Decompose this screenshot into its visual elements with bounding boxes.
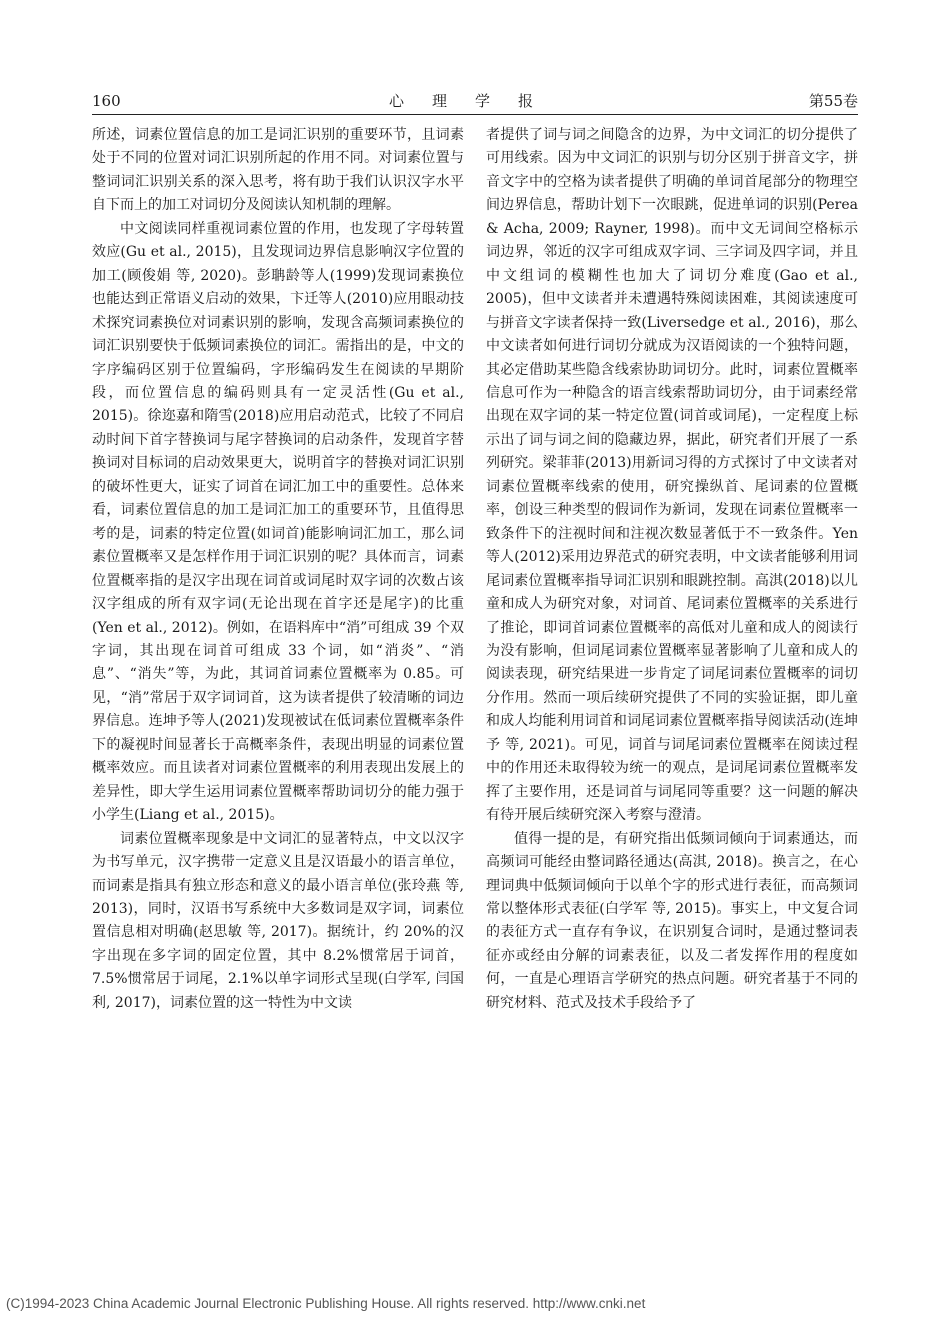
running-header	[92, 90, 858, 112]
left-column	[92, 124, 464, 1015]
journal-title: 心理学报	[388, 92, 561, 110]
copyright-footer: (C)1994-2023 China Academic Journal Electronic Publishing House. All rights reserved. http://www.cnki.net	[6, 1296, 646, 1311]
paragraph: 中文阅读同样重视词素位置的作用，也发现了字母转置效应(Gu et al., 2015)，且发现词边界信息影响汉字位置的加工(顾俊娟 等, 2020)。彭聃龄等人(1999)发现词素换位也能达到正常语义启动的效果，卞迁等人(2010)应用眼动技术探究词素换位对词素识别的影响，发现含高频词素换位的词汇识别要快于低频词素换位的词汇。需指出的是，中文的字序编码区别于位置编码，字形编码发生在阅读的早期阶段，而位置信息的编码则具有一定灵活性(Gu et al., 2015)。徐迩嘉和隋雪(2018)应用启动范式，比较了不同启动时间下首字替换词与尾字替换词的启动条件，发现首字替换词对目标词的启动效果更大，说明首字的替换对词汇识别的破坏性更大，证实了词首在词汇加工中的重要性。总体来看，词素位置信息的加工是词汇加工的重要环节，且值得思考的是，词素的特定位置(如词首)能影响词汇加工，那么词素位置概率又是怎样作用于词汇识别的呢？具体而言，词素位置概率指的是汉字出现在词首或词尾时双字词的次数占该汉字组成的所有双字词(无论出现在首字还是尾字)的比重(Yen et al., 2012)。例如，在语料库中“消”可组成 39 个双字词，其出现在词首可组成 33 个词，如“消炎”、“消息”、“消失”等，为此，其词首词素位置概率为 0.85。可见，“消”常居于双字词词首，这为读者提供了较清晰的词边界信息。连坤予等人(2021)发现被试在低词素位置概率条件下的凝视时间显著长于高概率条件，表现出明显的词素位置概率效应。而且读者对词素位置概率的利用表现出发展上的差异性，即大学生运用词素位置概率帮助词切分的能力强于小学生(Liang et al., 2015)。	[92, 220, 464, 824]
paragraph: 词素位置概率现象是中文词汇的显著特点，中文以汉字为书写单元，汉字携带一定意义且是汉语最小的语言单位，而词素是指具有独立形态和意义的最小语言单位(张玲燕 等, 2013)，同时，汉语书写系统中大多数词是双字词，词素位置信息相对明确(赵思敏 等, 2017)。据统计，约 20%的汉字出现在多字词的固定位置，其中 8.2%惯常居于词首，7.5%惯常居于词尾，2.1%以单字词形式呈现(白学军, 闫国利, 2017)，词素位置的这一特性为中文读	[92, 830, 464, 1011]
paragraph: 者提供了词与词之间隐含的边界，为中文词汇的切分提供了可用线索。因为中文词汇的识别与切分区别于拼音文字，拼音文字中的空格为读者提供了明确的单词首尾部分的物理空间边界信息，帮助计划下一次眼跳，促进单词的识别(Perea & Acha, 2009; Rayner, 1998)。而中文无词间空格标示词边界，邻近的汉字可组成双字词、三字词及四字词，并且中文组词的模糊性也加大了词切分难度(Gao et al., 2005)，但中文读者并未遭遇特殊阅读困难，其阅读速度可与拼音文字读者保持一致(Liversedge et al., 2016)，那么中文读者如何进行词切分就成为汉语阅读的一个独特问题，其必定借助某些隐含线索协助词切分。此时，词素位置概率信息可作为一种隐含的语言线索帮助词切分，由于词素经常出现在双字词的某一特定位置(词首或词尾)，一定程度上标示出了词与词之间的隐藏边界，据此，研究者们开展了一系列研究。梁菲菲(2013)用新词习得的方式探讨了中文读者对词素位置概率线索的使用，研究操纵首、尾词素的位置概率，创设三种类型的假词作为新词，发现在词素位置概率一致条件下的注视时间和注视次数显著低于不一致条件。Yen 等人(2012)采用边界范式的研究表明，中文读者能够利用词尾词素位置概率指导词汇识别和眼跳控制。高淇(2018)以儿童和成人为研究对象，对词首、尾词素位置概率的关系进行了推论，即词首词素位置概率的高低对儿童和成人的阅读行为没有影响，但词尾词素位置概率显著影响了儿童和成人的阅读表现，研究结果进一步肯定了词尾词素位置概率的词切分作用。然而一项后续研究提供了不同的实验证据，即儿童和成人均能利用词首和词尾词素位置概率指导阅读活动(连坤予 等, 2021)。可见，词首与词尾词素位置概率在阅读过程中的作用还未取得较为统一的观点，是词尾词素位置概率发挥了主要作用，还是词首与词尾同等重要？这一问题的解决有待开展后续研究深入考察与澄清。	[486, 127, 858, 824]
volume-label: 第55卷	[808, 92, 858, 110]
header-rule	[92, 114, 858, 115]
right-column	[486, 124, 858, 1015]
paragraph: 所述，词素位置信息的加工是词汇识别的重要环节，且词素处于不同的位置对词汇识别所起的作用不同。对词素位置与整词词汇识别关系的深入思考，将有助于我们认识汉字水平自下而上的加工对词切分及阅读认知机制的理解。	[92, 127, 464, 214]
page-number: 160	[92, 92, 121, 110]
paragraph: 值得一提的是，有研究指出低频词倾向于词素通达，而高频词可能经由整词路径通达(高淇, 2018)。换言之，在心理词典中低频词倾向于以单个字的形式进行表征，而高频词常以整体形式表征(白学军 等, 2015)。事实上，中文复合词的表征方式一直存有争议，在识别复合词时，是通过整词表征亦或经由分解的词素表征，以及二者发挥作用的程度如何，一直是心理语言学研究的热点问题。研究者基于不同的研究材料、范式及技术手段给予了	[486, 830, 858, 1011]
